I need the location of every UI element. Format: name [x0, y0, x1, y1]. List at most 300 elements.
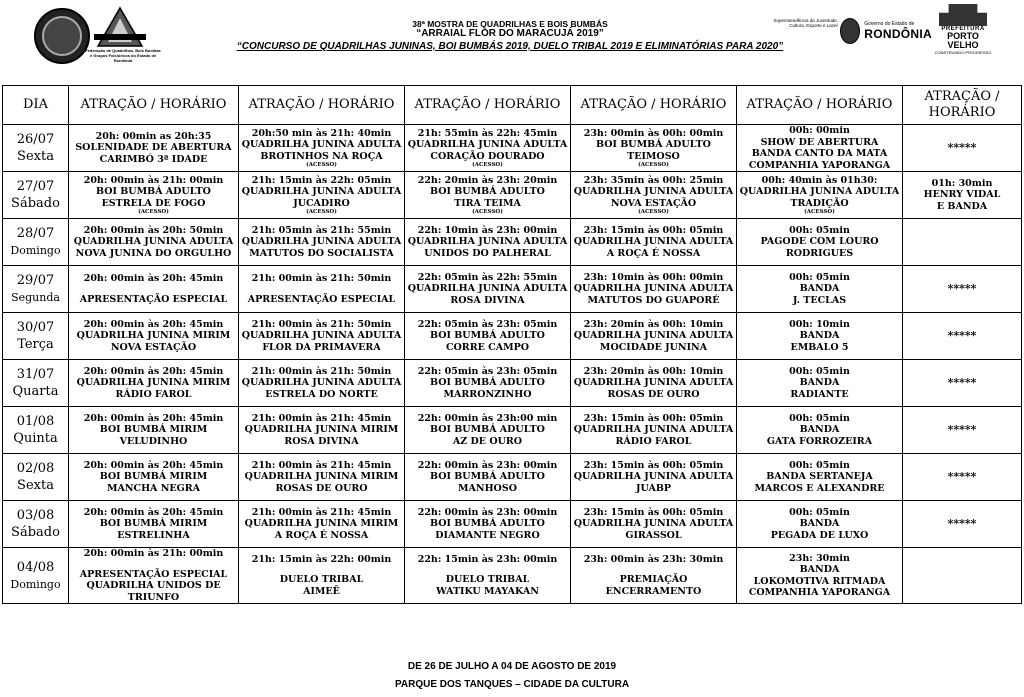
table-header-row	[3, 86, 1022, 125]
spacer	[69, 560, 238, 569]
attraction-time: 22h: 05min às 22h: 55min	[417, 271, 558, 283]
attraction-text: CORAÇÃO DOURADO	[430, 150, 545, 162]
attraction-text: ROSAS DE OURO	[275, 482, 368, 494]
attraction-text: QUADRILHA JUNINA ADULTA	[573, 377, 734, 389]
attraction-text: BOI BUMBÁ MIRIM	[99, 424, 208, 436]
table-row	[3, 219, 1022, 266]
city-slogan: CONSTRUINDO PROGRESSO	[934, 50, 992, 55]
access-note: (ACESSO)	[138, 209, 169, 216]
superintendency-logo	[760, 18, 838, 28]
attraction-time: 20h: 00min às 20h: 45min	[83, 412, 224, 424]
attraction-text: QUADRILHA JUNINA ADULTA	[241, 377, 402, 389]
attraction-time: 21h: 00min às 21h: 45min	[251, 506, 392, 518]
spacer	[69, 285, 238, 294]
spacer	[239, 565, 404, 574]
attraction-time: 00h: 00min	[789, 125, 850, 136]
state-seal-icon	[840, 18, 860, 44]
attraction-text: QUADRILHA JUNINA MIRIM	[76, 330, 231, 342]
attraction-cell	[903, 172, 1022, 219]
attraction-cell	[571, 407, 737, 454]
attraction-text: ROSA DIVINA	[450, 294, 525, 306]
city-label: PREFEITURA	[941, 26, 985, 32]
attraction-cell	[571, 501, 737, 548]
attraction-text: BANDA	[799, 424, 840, 436]
attraction-time: 23h: 35min às 00h: 25min	[583, 174, 724, 186]
attraction-time: 23h: 15min às 00h: 05min	[583, 459, 724, 471]
placeholder-stars: *****	[947, 470, 977, 484]
attraction-text: QUADRILHA JUNINA ADULTA	[573, 424, 734, 436]
attraction-time: 20h: 00min às 20h: 45min	[83, 365, 224, 377]
attraction-time: 21h: 00min às 21h: 50min	[251, 318, 392, 330]
attraction-time: 21h: 05min às 21h: 55min	[251, 224, 392, 236]
attraction-time: 22h: 05min às 23h: 05min	[417, 365, 558, 377]
attraction-text: QUADRILHA JUNINA ADULTA	[573, 283, 734, 295]
city-building-icon	[939, 4, 987, 26]
attraction-text: QUADRILHA JUNINA ADULTA	[241, 186, 402, 198]
attraction-text: BOI BUMBÁ ADULTO	[596, 139, 711, 151]
attraction-cell	[903, 454, 1022, 501]
attraction-cell	[405, 548, 571, 604]
attraction-text: AIMEÊ	[303, 585, 340, 597]
attraction-text: QUADRILHA JUNINA ADULTA	[407, 139, 568, 151]
attraction-text: E BANDA	[936, 200, 988, 212]
access-note: (ACESSO)	[804, 209, 835, 216]
column-header-attraction: ATRAÇÃO / HORÁRIO	[239, 86, 405, 125]
attraction-text: QUADRILHA JUNINA ADULTA	[73, 236, 234, 248]
attraction-cell	[571, 172, 737, 219]
spacer	[571, 565, 736, 574]
day-date: 03/08	[16, 508, 55, 523]
event-dates: DE 26 DE JULHO A 04 DE AGOSTO DE 2019	[407, 661, 617, 672]
table-row	[3, 266, 1022, 313]
day-weekday: Sábado	[11, 525, 60, 540]
attraction-cell	[239, 501, 405, 548]
attraction-text: APRESENTAÇÃO ESPECIAL	[79, 568, 228, 580]
day-cell	[3, 172, 69, 219]
attraction-cell	[69, 454, 239, 501]
attraction-cell	[69, 548, 239, 604]
access-note: (ACESSO)	[306, 162, 337, 169]
attraction-text: TEIMOSO	[627, 150, 680, 162]
day-cell	[3, 219, 69, 266]
attraction-time: 00h: 05min	[789, 506, 850, 518]
attraction-cell	[571, 313, 737, 360]
attraction-text: BOI BUMBÁ MIRIM	[99, 471, 208, 483]
attraction-time: 22h: 05min às 23h: 05min	[417, 318, 558, 330]
attraction-cell	[69, 219, 239, 266]
federation-caption: Federação de Quadrilhas, Bois Bumbás e Grupos Folclóricos do Estado de Rondônia	[85, 48, 161, 63]
attraction-cell	[903, 219, 1022, 266]
attraction-text: NOVA ESTAÇÃO	[110, 341, 197, 353]
placeholder-stars: *****	[947, 423, 977, 437]
day-date: 26/07	[16, 132, 55, 147]
attraction-text: VELUDINHO	[119, 435, 188, 447]
attraction-text: WATIKU MAYAKAN	[436, 585, 539, 597]
placeholder-stars: *****	[947, 329, 977, 343]
access-note: (ACESSO)	[306, 209, 337, 216]
day-date: 30/07	[16, 320, 55, 335]
attraction-time: 23h: 10min às 00h: 00min	[583, 271, 724, 283]
attraction-text: QUADRILHA JUNINA ADULTA	[241, 236, 402, 248]
day-date: 29/07	[16, 273, 55, 288]
day-date: 31/07	[16, 367, 55, 382]
attraction-text: QUADRILHA JUNINA ADULTA	[573, 186, 734, 198]
attraction-text: BROTINHOS NA ROÇA	[260, 150, 383, 162]
attraction-text: BOI BUMBÁ ADULTO	[430, 518, 545, 530]
attraction-text: DUELO TRIBAL	[279, 574, 364, 586]
day-cell	[3, 360, 69, 407]
attraction-text: CARIMBÓ 3ª IDADE	[99, 153, 208, 165]
attraction-text: QUADRILHA JUNINA ADULTA	[407, 236, 568, 248]
attraction-text: AZ DE OURO	[452, 435, 523, 447]
attraction-time: 21h: 00min às 21h: 45min	[251, 412, 392, 424]
attraction-time: 01h: 30min	[931, 177, 993, 189]
table-row	[3, 313, 1022, 360]
attraction-cell	[737, 548, 903, 604]
day-cell	[3, 548, 69, 604]
attraction-cell	[239, 548, 405, 604]
attraction-text: BANDA	[799, 330, 840, 342]
attraction-time: 21h: 00min às 21h: 50min	[251, 273, 392, 284]
event-edition-title: 38ª MOSTRA DE QUADRILHAS E BOIS BUMBÁS	[412, 19, 608, 29]
attraction-text: BANDA	[799, 283, 840, 295]
spacer	[405, 565, 570, 574]
attraction-text: QUADRILHA UNIDOS DE TRIUNFO	[86, 580, 221, 603]
attraction-cell	[69, 360, 239, 407]
attraction-time: 23h: 20min às 00h: 10min	[583, 365, 724, 377]
attraction-time: 20h: 00min as 20h:35	[95, 130, 212, 142]
attraction-text: HENRY VIDAL	[923, 189, 1001, 201]
table-row	[3, 548, 1022, 604]
attraction-time: 20h: 00min às 20h: 45min	[83, 506, 224, 518]
attraction-time: 20h: 00min às 20h: 45min	[83, 318, 224, 330]
attraction-cell	[737, 219, 903, 266]
attraction-cell	[737, 501, 903, 548]
attraction-time: 21h: 55min às 22h: 45min	[417, 127, 558, 139]
attraction-cell	[571, 219, 737, 266]
attraction-text: GIRASSOL	[625, 529, 682, 541]
table-row	[3, 360, 1022, 407]
attraction-time: 23h: 20min às 00h: 10min	[583, 318, 724, 330]
contest-subtitle: “CONCURSO DE QUADRILHAS JUNINAS, BOI BUMBÁS 2019, DUELO TRIBAL 2019 E ELIMINATÓRIAS PARA 2020”	[236, 41, 784, 52]
attraction-text: QUADRILHA JUNINA ADULTA	[573, 236, 734, 248]
attraction-cell	[903, 125, 1022, 172]
attraction-cell	[405, 454, 571, 501]
attraction-text: PEGADA DE LUXO	[770, 529, 869, 541]
attraction-text: COMPANHIA YAPORANGA	[748, 587, 891, 598]
attraction-text: QUADRILHA JUNINA ADULTA	[241, 330, 402, 342]
attraction-text: CORRE CAMPO	[445, 341, 530, 353]
attraction-cell	[405, 407, 571, 454]
rondonia-government-logo	[840, 16, 932, 46]
event-venue: PARQUE DOS TANQUES – CIDADE DA CULTURA	[394, 679, 630, 690]
attraction-cell	[239, 454, 405, 501]
attraction-time: 00h: 05min	[789, 365, 850, 377]
attraction-time: 00h: 05min	[789, 271, 850, 283]
attraction-cell	[239, 219, 405, 266]
attraction-text: QUADRILHA JUNINA ADULTA	[573, 330, 734, 342]
attraction-time: 22h: 00min às 23h: 00min	[417, 506, 558, 518]
attraction-time: 20h: 00min às 20h: 50min	[83, 224, 224, 236]
attraction-text: SHOW DE ABERTURA	[760, 136, 879, 148]
attraction-text: ROSA DIVINA	[284, 435, 359, 447]
day-date: 28/07	[16, 226, 55, 241]
attraction-cell	[737, 313, 903, 360]
attraction-cell	[903, 548, 1022, 604]
day-weekday: Sexta	[17, 149, 54, 164]
attraction-time: 00h: 40min às 01h30:	[761, 174, 878, 186]
access-note: (ACESSO)	[472, 162, 503, 169]
attraction-time: 21h: 00min às 21h: 50min	[251, 365, 392, 377]
day-weekday: Terça	[17, 337, 54, 352]
attraction-text: BOI BUMBÁ ADULTO	[430, 424, 545, 436]
attraction-text: APRESENTAÇÃO ESPECIAL	[247, 293, 396, 305]
attraction-time: 20h:50 min às 21h: 40min	[251, 127, 392, 139]
attraction-text: MARRONZINHO	[443, 388, 532, 400]
attraction-cell	[69, 125, 239, 172]
attraction-text: RÁDIO FAROL	[615, 435, 692, 447]
attraction-cell	[69, 407, 239, 454]
attraction-text: APRESENTAÇÃO ESPECIAL	[79, 293, 228, 305]
attraction-text: QUADRILHA JUNINA MIRIM	[244, 518, 399, 530]
attraction-text: QUADRILHA JUNINA ADULTA	[573, 518, 734, 530]
attraction-cell	[405, 266, 571, 313]
day-weekday: Sábado	[11, 196, 60, 211]
attraction-text: BANDA	[799, 377, 840, 389]
attraction-text: A ROÇA É NOSSA	[274, 529, 369, 541]
attraction-text: GATA FORROZEIRA	[766, 435, 873, 447]
federation-seal-logo	[34, 8, 90, 64]
table-row	[3, 125, 1022, 172]
attraction-text: BOI BUMBÁ ADULTO	[430, 377, 545, 389]
attraction-text: TIRA TEIMA	[454, 197, 521, 209]
column-header-attraction: ATRAÇÃO / HORÁRIO	[903, 86, 1022, 125]
attraction-cell	[405, 125, 571, 172]
attraction-time: 20h: 00min às 21h: 00min	[83, 548, 224, 559]
attraction-time: 22h: 20min às 23h: 20min	[417, 174, 558, 186]
day-weekday: Sexta	[17, 478, 54, 493]
attraction-cell	[737, 125, 903, 172]
column-header-attraction: ATRAÇÃO / HORÁRIO	[737, 86, 903, 125]
document-header	[0, 0, 1024, 70]
attraction-text: PREMIAÇÃO	[619, 574, 688, 586]
attraction-time: 23h: 30min	[789, 552, 850, 564]
attraction-text: JUCADIRO	[293, 197, 350, 209]
column-header-attraction: ATRAÇÃO / HORÁRIO	[69, 86, 239, 125]
table-row	[3, 407, 1022, 454]
attraction-text: PAGODE COM LOURO	[760, 236, 879, 248]
access-note: (ACESSO)	[472, 209, 503, 216]
attraction-cell	[405, 172, 571, 219]
attraction-time: 00h: 10min	[789, 318, 850, 330]
day-weekday: Domingo	[10, 244, 61, 257]
attraction-text: QUADRILHA JUNINA ADULTA	[241, 139, 402, 151]
attraction-cell	[903, 313, 1022, 360]
attraction-text: ESTRELINHA	[117, 529, 190, 541]
attraction-text: BANDA	[799, 564, 840, 575]
day-cell	[3, 454, 69, 501]
attraction-text: QUADRILHA JUNINA ADULTA	[739, 186, 900, 198]
attraction-time: 20h: 00min às 21h: 00min	[83, 174, 224, 186]
table-row	[3, 501, 1022, 548]
attraction-text: BANDA SERTANEJA	[766, 471, 873, 483]
attraction-cell	[69, 172, 239, 219]
schedule-table	[2, 85, 1022, 604]
day-date: 04/08	[16, 559, 55, 575]
attraction-text: JUABP	[635, 482, 672, 494]
superintendency-caption: Superintendência da Juventude, Cultura, Esporte e Lazer	[773, 18, 838, 28]
attraction-text: QUADRILHA JUNINA MIRIM	[76, 377, 231, 389]
attraction-text: ROSAS DE OURO	[607, 388, 700, 400]
attraction-text: BOI BUMBÁ MIRIM	[99, 518, 208, 530]
attraction-text: LOKOMOTIVA RITMADA	[753, 575, 886, 587]
attraction-cell	[903, 407, 1022, 454]
attraction-time: 00h: 05min	[789, 412, 850, 424]
attraction-cell	[571, 454, 737, 501]
attraction-cell	[239, 266, 405, 313]
placeholder-stars: *****	[947, 376, 977, 390]
attraction-time: 20h: 00min às 20h: 45min	[83, 459, 224, 471]
attraction-cell	[571, 360, 737, 407]
day-date: 27/07	[16, 179, 55, 194]
attraction-text: MANCHA NEGRA	[106, 482, 201, 494]
state-label: Governo do Estado de	[864, 21, 915, 27]
attraction-cell	[69, 501, 239, 548]
attraction-cell	[405, 360, 571, 407]
attraction-time: 22h: 00min às 23h:00 min	[417, 412, 558, 424]
attraction-text: MARCOS E ALEXANDRE	[754, 482, 885, 494]
attraction-text: SOLENIDADE DE ABERTURA	[75, 142, 232, 154]
day-weekday: Segunda	[11, 291, 60, 304]
attraction-cell	[571, 125, 737, 172]
attraction-time: 20h: 00min às 20h: 45min	[83, 273, 224, 284]
attraction-text: MATUTOS DO SOCIALISTA	[249, 247, 394, 259]
day-weekday: Quinta	[13, 431, 58, 446]
attraction-text: QUADRILHA JUNINA ADULTA	[407, 283, 568, 295]
attraction-time: 21h: 15min às 22h: 05min	[251, 174, 392, 186]
day-cell	[3, 313, 69, 360]
attraction-text: QUADRILHA JUNINA MIRIM	[244, 471, 399, 483]
attraction-time: 22h: 00min às 23h: 00min	[417, 459, 558, 471]
attraction-cell	[239, 407, 405, 454]
attraction-cell	[737, 266, 903, 313]
attraction-cell	[239, 172, 405, 219]
attraction-text: BOI BUMBÁ ADULTO	[430, 471, 545, 483]
table-row	[3, 454, 1022, 501]
attraction-text: QUADRILHA JUNINA ADULTA	[573, 471, 734, 483]
day-cell	[3, 266, 69, 313]
attraction-text: ESTRELA DO NORTE	[265, 388, 378, 400]
spacer	[239, 285, 404, 294]
attraction-text: QUADRILHA JUNINA MIRIM	[244, 424, 399, 436]
attraction-time: 23h: 15min às 00h: 05min	[583, 224, 724, 236]
attraction-cell	[737, 407, 903, 454]
attraction-text: BOI BUMBÁ ADULTO	[96, 186, 211, 198]
attraction-cell	[405, 313, 571, 360]
attraction-text: FLOR DA PRIMAVERA	[262, 341, 381, 353]
attraction-time: 21h: 00min às 21h: 45min	[251, 459, 392, 471]
day-cell	[3, 407, 69, 454]
attraction-time: 21h: 15min às 22h: 00min	[251, 553, 392, 565]
attraction-text: DIAMANTE NEGRO	[435, 529, 540, 541]
attraction-text: NOVA ESTAÇÃO	[610, 197, 697, 209]
attraction-cell	[737, 172, 903, 219]
placeholder-stars: *****	[947, 282, 977, 296]
attraction-cell	[239, 125, 405, 172]
attraction-time: 23h: 00min às 00h: 00min	[583, 127, 724, 139]
attraction-cell	[571, 548, 737, 604]
attraction-time: 23h: 15min às 00h: 05min	[583, 506, 724, 518]
day-cell	[3, 125, 69, 172]
attraction-text: ESTRELA DE FOGO	[101, 197, 206, 209]
attraction-text: UNIDOS DO PALHERAL	[424, 247, 551, 259]
attraction-text: BANDA	[799, 518, 840, 530]
attraction-cell	[405, 501, 571, 548]
attraction-cell	[903, 501, 1022, 548]
placeholder-stars: *****	[947, 141, 977, 155]
attraction-time: 23h: 00min às 23h: 30min	[583, 553, 724, 565]
porto-velho-city-logo	[932, 4, 994, 54]
attraction-cell	[69, 266, 239, 313]
attraction-time: 22h: 15min às 23h: 00min	[417, 553, 558, 565]
state-name: RONDÔNIA	[864, 27, 932, 41]
attraction-text: COMPANHIA YAPORANGA	[748, 159, 891, 171]
attraction-cell	[69, 313, 239, 360]
day-date: 01/08	[16, 414, 55, 429]
attraction-time: 00h: 05min	[789, 459, 850, 471]
attraction-text: MANHOSO	[458, 482, 517, 494]
federation-emblem-logo	[92, 6, 148, 48]
city-name: PORTO VELHO	[947, 31, 979, 50]
attraction-cell	[737, 360, 903, 407]
attraction-text: RADIANTE	[790, 388, 849, 400]
attraction-cell	[903, 360, 1022, 407]
attraction-text: RÁDIO FAROL	[115, 388, 192, 400]
day-cell	[3, 501, 69, 548]
attraction-text: TRADIÇÃO	[790, 197, 849, 209]
attraction-text: NOVA JUNINA DO ORGULHO	[75, 247, 232, 259]
attraction-text: MATUTOS DO GUAPORÉ	[587, 294, 720, 306]
attraction-text: BANDA CANTO DA MATA	[751, 148, 888, 159]
attraction-text: EMBALO 5	[790, 341, 849, 353]
attraction-cell	[737, 454, 903, 501]
column-header-attraction: ATRAÇÃO / HORÁRIO	[571, 86, 737, 125]
placeholder-stars: *****	[947, 517, 977, 531]
attraction-cell	[405, 219, 571, 266]
attraction-text: BOI BUMBÁ ADULTO	[430, 330, 545, 342]
access-note: (ACESSO)	[638, 162, 669, 169]
attraction-time: 23h: 15min às 00h: 05min	[583, 412, 724, 424]
attraction-cell	[571, 266, 737, 313]
table-row	[3, 172, 1022, 219]
attraction-text: RODRIGUES	[785, 247, 854, 259]
attraction-text: J. TECLAS	[792, 294, 847, 306]
day-weekday: Domingo	[10, 577, 61, 591]
attraction-cell	[903, 266, 1022, 313]
access-note: (ACESSO)	[638, 209, 669, 216]
attraction-cell	[239, 313, 405, 360]
attraction-text: DUELO TRIBAL	[445, 574, 530, 586]
attraction-text: ENCERRAMENTO	[605, 585, 702, 597]
event-name-title: “ARRAIAL FLOR DO MARACUJÁ 2019”	[416, 28, 604, 39]
day-date: 02/08	[16, 461, 55, 476]
attraction-time: 22h: 10min às 23h: 00min	[417, 224, 558, 236]
column-header-attraction: ATRAÇÃO / HORÁRIO	[405, 86, 571, 125]
attraction-text: A ROÇA É NOSSA	[606, 247, 701, 259]
attraction-time: 00h: 05min	[789, 224, 850, 236]
attraction-text: BOI BUMBÁ ADULTO	[430, 186, 545, 198]
attraction-cell	[239, 360, 405, 407]
